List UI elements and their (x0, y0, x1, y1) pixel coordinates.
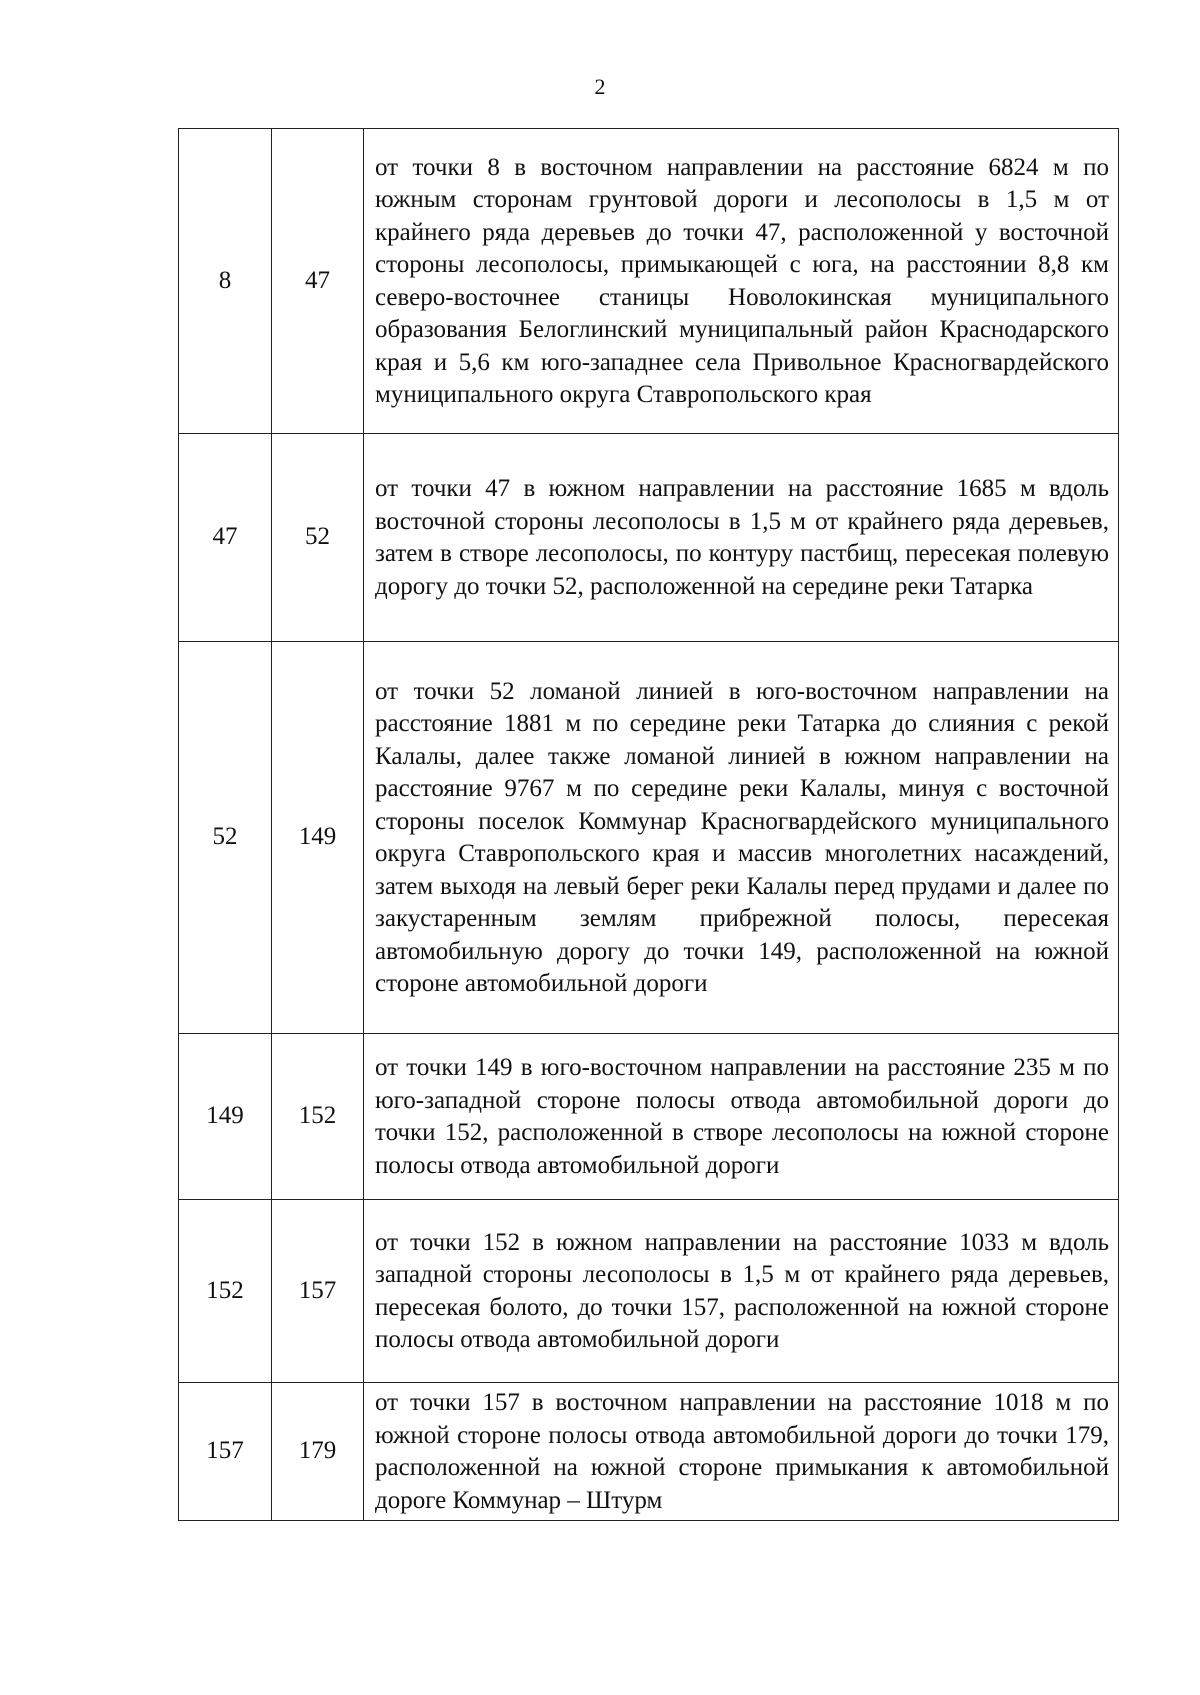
description-cell: от точки 47 в южном направлении на расстояние 1685 м вдоль восточной стороны лесополосы в 1,5 м от крайнего ряда деревьев, затем в створе лесополосы, по контуру пастбищ, пересекая полевую дорогу до точки 52, расположенной на середине реки Татарка (364, 434, 1119, 642)
boundary-description-table (178, 128, 1119, 1521)
table-row (179, 1200, 1119, 1383)
from-point-cell: 149 (179, 1034, 272, 1200)
table-row (179, 129, 1119, 434)
from-point-cell: 52 (179, 642, 272, 1034)
to-point-cell: 157 (272, 1200, 364, 1383)
to-point-cell: 179 (272, 1383, 364, 1521)
table-row (179, 1383, 1119, 1521)
table-row (179, 642, 1119, 1034)
table-row (179, 434, 1119, 642)
to-point-cell: 149 (272, 642, 364, 1034)
table-row (179, 1034, 1119, 1200)
to-point-cell: 52 (272, 434, 364, 642)
from-point-cell: 8 (179, 129, 272, 434)
description-cell: от точки 149 в юго-восточном направлении на расстояние 235 м по юго-западной стороне полосы отвода автомобильной дороги до точки 152, расположенной в створе лесополосы на южной стороне полосы отвода автомобильной дороги (364, 1034, 1119, 1200)
from-point-cell: 157 (179, 1383, 272, 1521)
from-point-cell: 152 (179, 1200, 272, 1383)
to-point-cell: 152 (272, 1034, 364, 1200)
description-cell: от точки 52 ломаной линией в юго-восточном направлении на расстояние 1881 м по середине реки Татарка до слияния с рекой Калалы, далее также ломаной линией в южном направлении на расстояние 9767 м по середине реки Калалы, минуя с восточной стороны поселок Коммунар Красногвардейского муниципального округа Ставропольского края и массив многолетних насаждений, затем выходя на левый берег реки Калалы перед прудами и далее по закустаренным землям прибрежной полосы, пересекая автомобильную дорогу до точки 149, расположенной на южной стороне автомобильной дороги (364, 642, 1119, 1034)
description-cell: от точки 152 в южном направлении на расстояние 1033 м вдоль западной стороны лесополосы в 1,5 м от крайнего ряда деревьев, пересекая болото, до точки 157, расположенной на южной стороне полосы отвода автомобильной дороги (364, 1200, 1119, 1383)
description-cell: от точки 8 в восточном направлении на расстояние 6824 м по южным сторонам грунтовой дороги и лесополосы в 1,5 м от крайнего ряда деревьев до точки 47, расположенной у восточной стороны лесополосы, примыкающей с юга, на расстоянии 8,8 км северо-восточнее станицы Новолокинская муниципального образования Белоглинский муниципальный район Краснодарского края и 5,6 км юго-западнее села Привольное Красногвардейского муниципального округа Ставропольского края (364, 129, 1119, 434)
description-cell: от точки 157 в восточном направлении на расстояние 1018 м по южной стороне полосы отвода автомобильной дороги до точки 179, расположенной на южной стороне примыкания к автомобильной дороге Коммунар – Штурм (364, 1383, 1119, 1521)
page-number: 2 (594, 74, 606, 99)
from-point-cell: 47 (179, 434, 272, 642)
to-point-cell: 47 (272, 129, 364, 434)
